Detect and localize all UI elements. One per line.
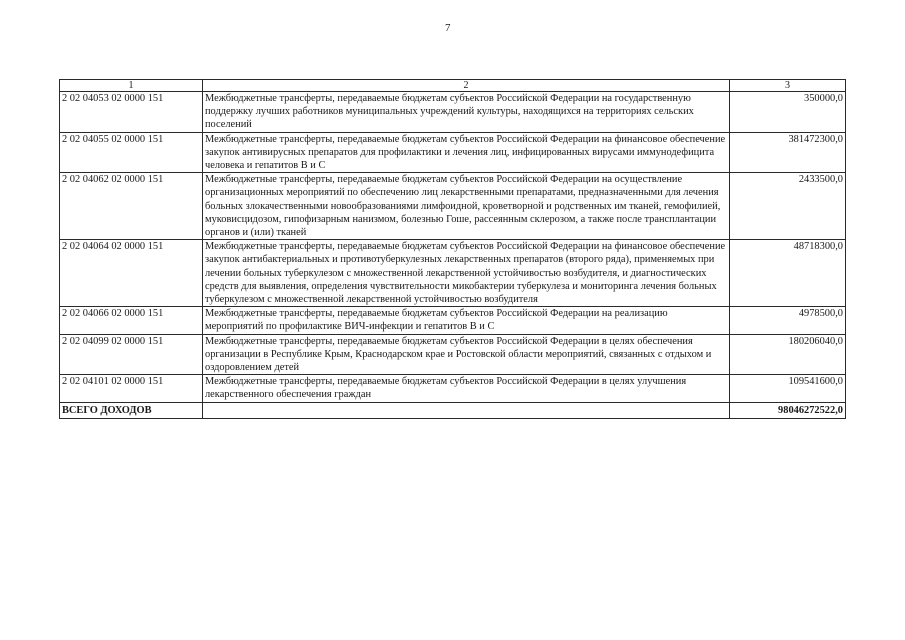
row-description-text: Межбюджетные трансферты, передаваемые бюджетам субъектов Российской Федерации на финансовое обеспечение закупок антивирусных препаратов для профилактики и лечения лиц, инфицированных вирусами иммунодефицита человека и гепатитов В и С — [205, 133, 726, 172]
row-description — [203, 375, 730, 402]
row-code: 2 02 04055 02 0000 151 — [60, 132, 203, 173]
row-amount: 2433500,0 — [730, 173, 846, 240]
table-header-row — [60, 80, 846, 92]
row-amount: 4978500,0 — [730, 307, 846, 334]
table-row — [60, 334, 846, 375]
page-number: 7 — [445, 22, 451, 34]
row-code: 2 02 04101 02 0000 151 — [60, 375, 203, 402]
table-row — [60, 240, 846, 307]
row-code: 2 02 04066 02 0000 151 — [60, 307, 203, 334]
total-row — [60, 402, 846, 418]
table-row — [60, 173, 846, 240]
row-description-text: Межбюджетные трансферты, передаваемые бюджетам субъектов Российской Федерации на государственную поддержку лучших работников муниципальных учреждений культуры, находящихся на территориях сельских поселений — [205, 93, 694, 131]
total-label: ВСЕГО ДОХОДОВ — [60, 402, 203, 418]
row-amount: 48718300,0 — [730, 240, 846, 307]
row-amount: 109541600,0 — [730, 375, 846, 402]
total-empty-cell — [203, 402, 730, 418]
row-code: 2 02 04062 02 0000 151 — [60, 173, 203, 240]
row-code: 2 02 04099 02 0000 151 — [60, 334, 203, 375]
table-row — [60, 307, 846, 334]
header-col-2: 2 — [203, 80, 730, 92]
row-description — [203, 307, 730, 334]
row-description — [203, 92, 730, 133]
row-description — [203, 240, 730, 307]
row-description — [203, 173, 730, 240]
row-description-text: Межбюджетные трансферты, передаваемые бюджетам субъектов Российской Федерации на реализацию мероприятий по профилактике ВИЧ-инфекции и гепатитов В и С — [205, 308, 668, 333]
row-amount: 381472300,0 — [730, 132, 846, 173]
row-description-text: Межбюджетные трансферты, передаваемые бюджетам субъектов Российской Федерации на осуществление организационных мероприятий по обеспечению лиц лекарственными препаратами, предназначенными для лечения больных злокачественными новообразованиями лимфоидной, кроветворной и родственных им тканей, гемофилией, муковисцидозом, гипофизарным нанизмом, болезнью Гоше, рассеянным склерозом, а также после трансплантации органов и (или) тканей — [205, 174, 721, 239]
row-code: 2 02 04064 02 0000 151 — [60, 240, 203, 307]
row-description-text: Межбюджетные трансферты, передаваемые бюджетам субъектов Российской Федерации в целях обеспечения организации в Республике Крым, Краснодарском крае и Ростовской области мероприятий, связанных с отдыхом и оздоровлением детей — [205, 335, 712, 374]
table-row — [60, 92, 846, 133]
row-description — [203, 334, 730, 375]
row-amount: 350000,0 — [730, 92, 846, 133]
row-code: 2 02 04053 02 0000 151 — [60, 92, 203, 133]
header-col-1: 1 — [60, 80, 203, 92]
revenue-table — [59, 79, 846, 419]
table-row — [60, 132, 846, 173]
total-amount: 98046272522,0 — [730, 402, 846, 418]
row-description-text: Межбюджетные трансферты, передаваемые бюджетам субъектов Российской Федерации на финансовое обеспечение закупок антибактериальных и противотуберкулезных лекарственных препаратов (второго ряда), применяемых при лечении больных туберкулезом с множественной лекарственной устойчивостью возбудителя, и диагностических средств для выявления, определения чувствительности микобактерии туберкулеза и мониторинга лечения больных туберкулезом с множественной лекарственной устойчивостью возбудителя — [205, 241, 726, 306]
row-description — [203, 132, 730, 173]
header-col-3: 3 — [730, 80, 846, 92]
row-amount: 180206040,0 — [730, 334, 846, 375]
row-description-text: Межбюджетные трансферты, передаваемые бюджетам субъектов Российской Федерации в целях улучшения лекарственного обеспечения граждан — [205, 376, 687, 401]
table-row — [60, 375, 846, 402]
